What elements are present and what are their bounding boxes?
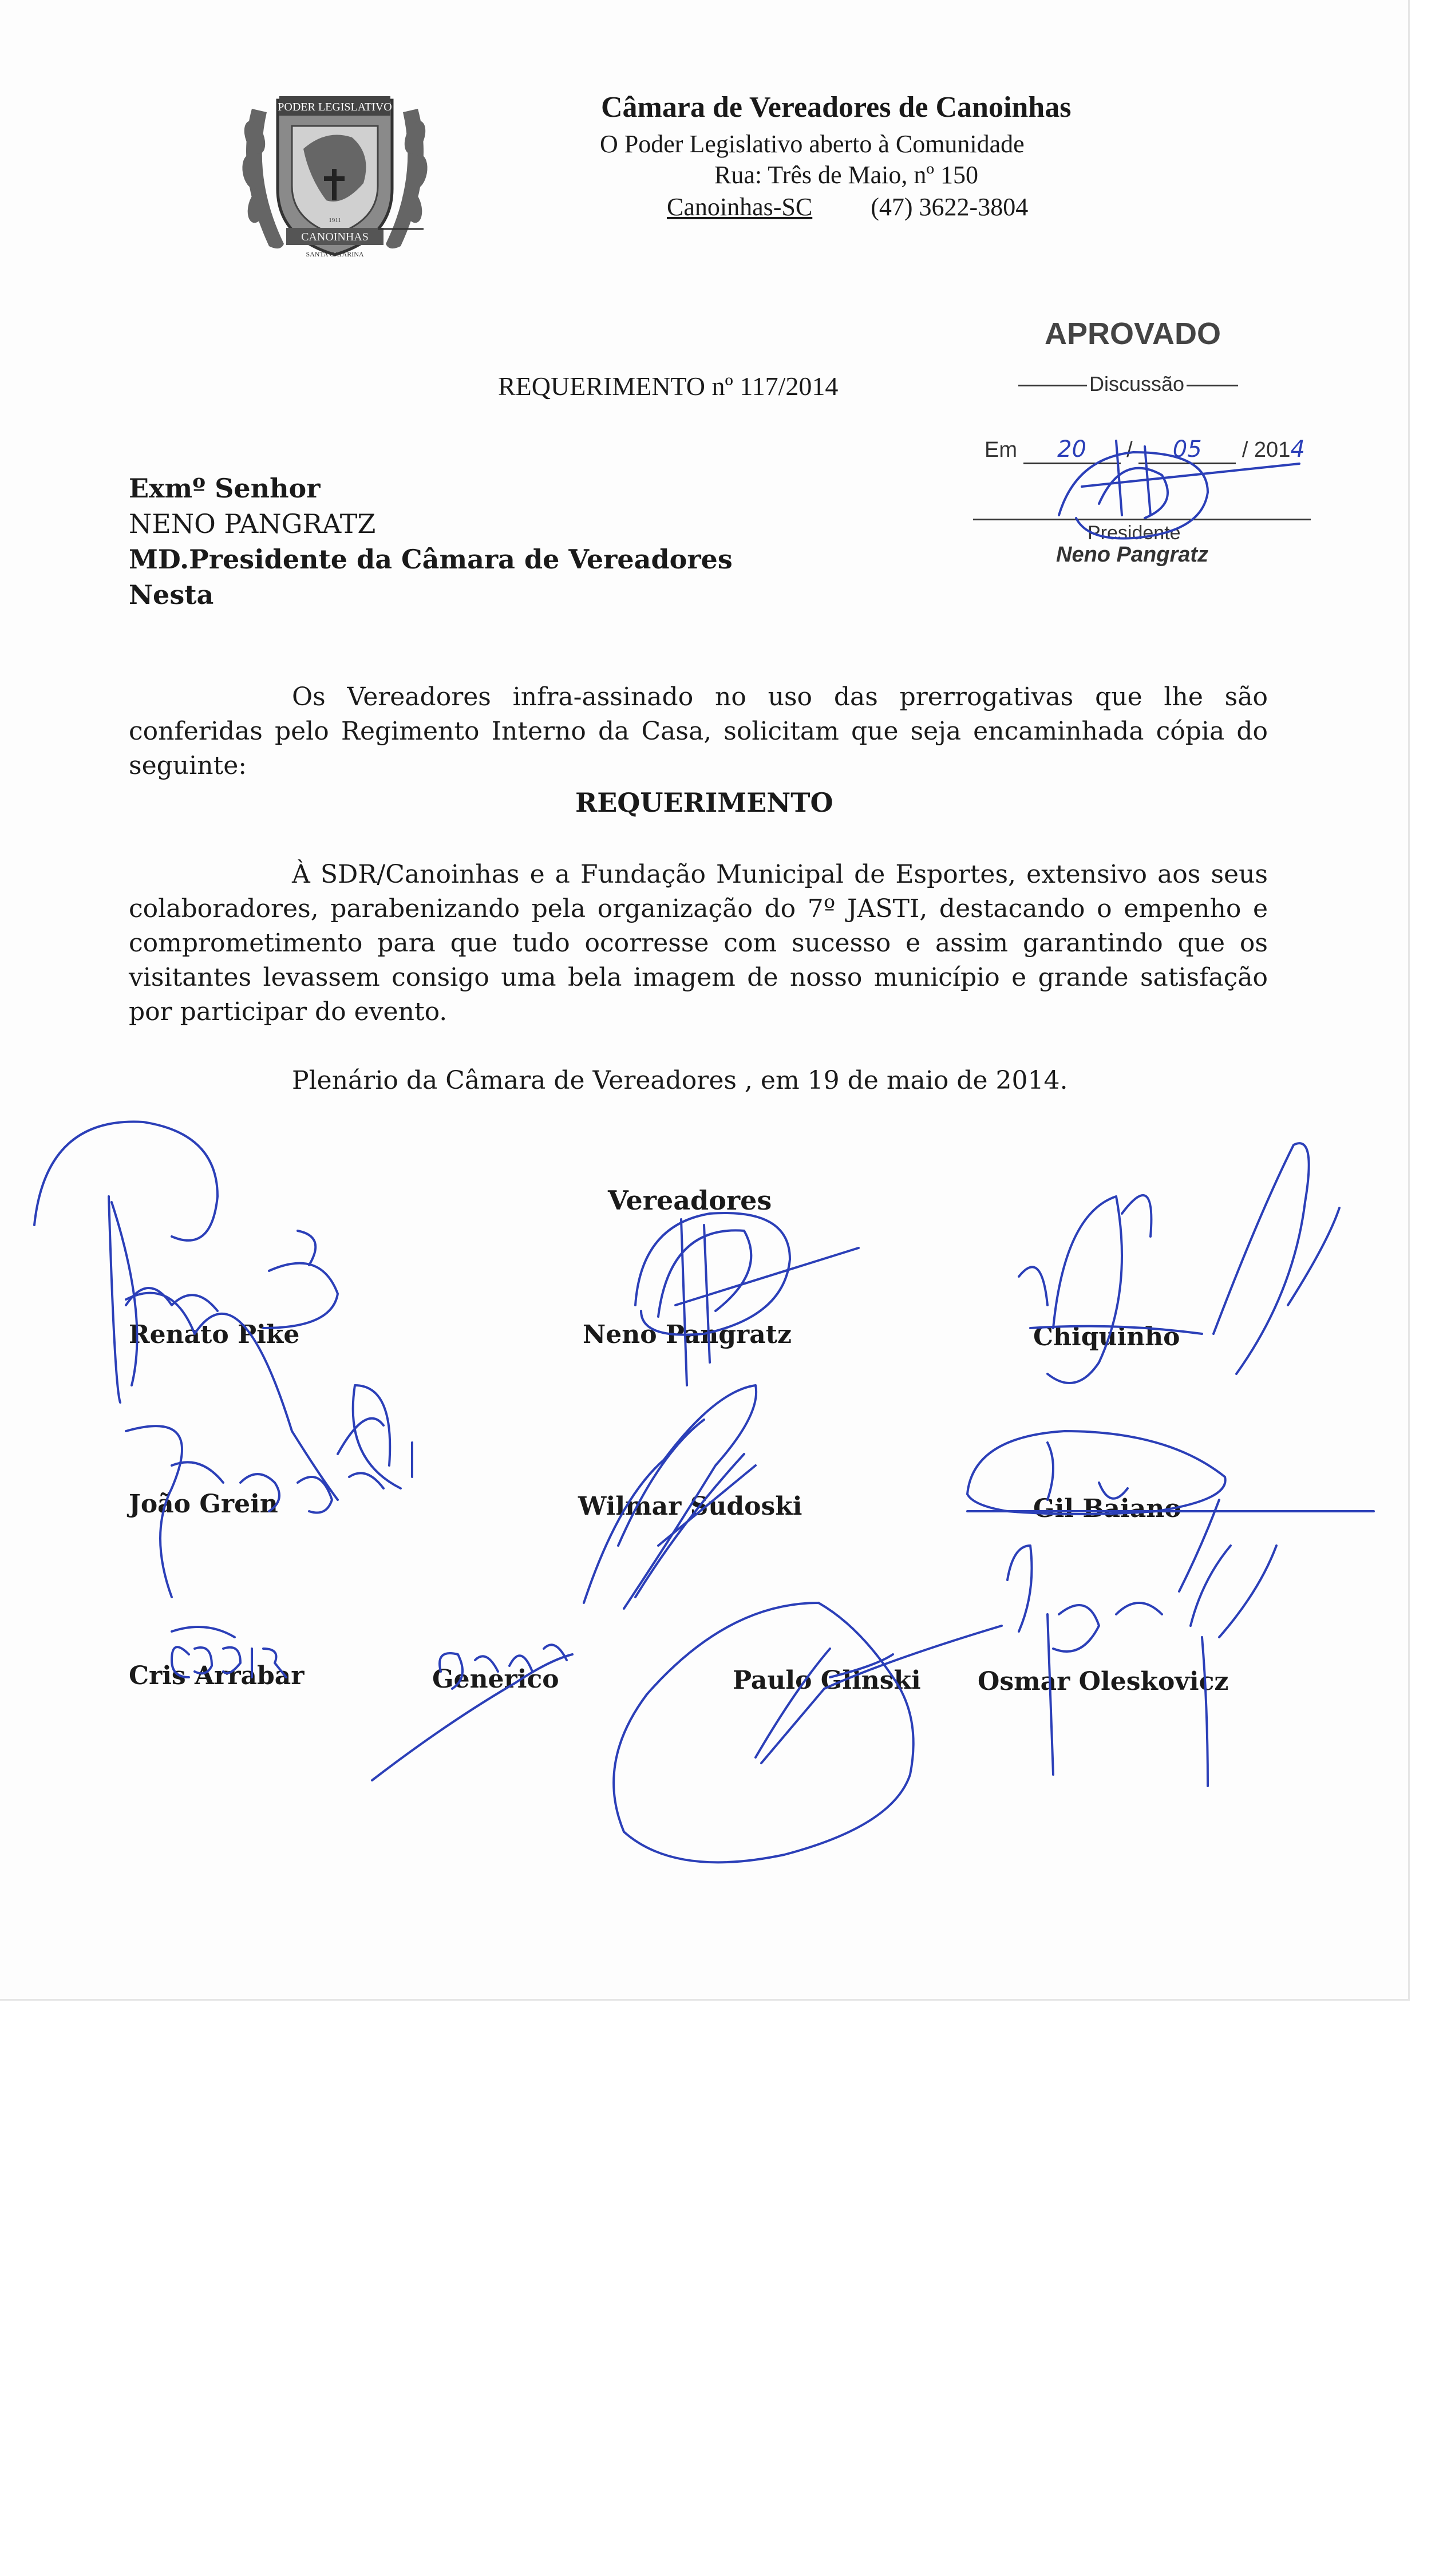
svg-text:PODER LEGISLATIVO: PODER LEGISLATIVO [278, 101, 392, 113]
signatory-name: João Grein [129, 1490, 278, 1519]
institution-city: Canoinhas-SC [667, 193, 813, 221]
addressee-name: NENO PANGRATZ [129, 508, 376, 539]
section-title: REQUERIMENTO [575, 787, 833, 818]
handwritten-month: 05 [1172, 436, 1202, 463]
svg-text:CANOINHAS: CANOINHAS [301, 231, 369, 243]
signatories-heading: Vereadores [608, 1185, 772, 1216]
addressee-role: MD.Presidente da Câmara de Vereadores [129, 544, 733, 575]
signatory-name: Generico [432, 1665, 559, 1694]
date-prefix: Em [985, 438, 1017, 462]
chamber-crest-logo [229, 74, 441, 269]
handwritten-year-digit: 4 [1290, 436, 1305, 463]
signatory-name: Cris Arrabar [129, 1661, 305, 1690]
institution-phone: (47) 3622-3804 [871, 193, 1029, 221]
signatory-name: Neno Pangratz [583, 1320, 792, 1349]
signatory-name: Gil Baiano [1033, 1494, 1181, 1523]
request-number-title: REQUERIMENTO nº 117/2014 [498, 372, 839, 401]
stamp-role: Presidente [1088, 522, 1181, 544]
signatory-name: Renato Pike [129, 1320, 300, 1349]
institution-address: Rua: Três de Maio, nº 150 [714, 161, 978, 189]
approval-stamp-status: APROVADO [1045, 317, 1221, 351]
discussion-label: Discussão [1089, 372, 1185, 396]
institution-contact [667, 192, 1028, 222]
signatory-name: Osmar Oleskovicz [978, 1667, 1229, 1696]
approval-stamp-discussion [1016, 372, 1240, 396]
addressee-block [129, 471, 733, 613]
signatory-name: Wilmar Sudoski [578, 1492, 802, 1521]
date-year-printed: / 201 [1242, 438, 1291, 462]
handwritten-day: 20 [1057, 436, 1087, 463]
institution-title: Câmara de Vereadores de Canoinhas [601, 91, 1072, 124]
addressee-location: Nesta [129, 579, 214, 610]
request-body-paragraph: À SDR/Canoinhas e a Fundação Municipal de Esportes, extensivo aos seus colaboradores, parabenizando pela organização do 7º JASTI, destacando o empenho e comprometimento para que tudo ocorresse com sucesso e assim garantindo que os visitantes levassem consigo uma bela imagem de nosso município e grande satisfação por participar do evento. [129, 860, 1268, 1026]
stamp-president-name: Neno Pangratz [1056, 543, 1209, 567]
institution-subtitle: O Poder Legislativo aberto à Comunidade [600, 130, 1025, 158]
signatory-name: Chiquinho [1033, 1322, 1180, 1352]
signatory-name: Paulo Glinski [733, 1666, 921, 1695]
stamp-signature-line [973, 519, 1311, 520]
addressee-salutation: Exmº Senhor [129, 473, 321, 504]
svg-text:1911: 1911 [329, 217, 341, 224]
svg-text:SANTA CATARINA: SANTA CATARINA [306, 250, 364, 258]
intro-paragraph: Os Vereadores infra-assinado no uso das prerrogativas que lhe são conferidas pelo Regimento Interno da Casa, solicitam que seja encaminhada cópia do seguinte: [129, 682, 1268, 780]
approval-stamp-date: Em 20 / 05 / 2014 [985, 436, 1305, 464]
closing-date-line: Plenário da Câmara de Vereadores , em 19 de maio de 2014. [292, 1066, 1068, 1095]
